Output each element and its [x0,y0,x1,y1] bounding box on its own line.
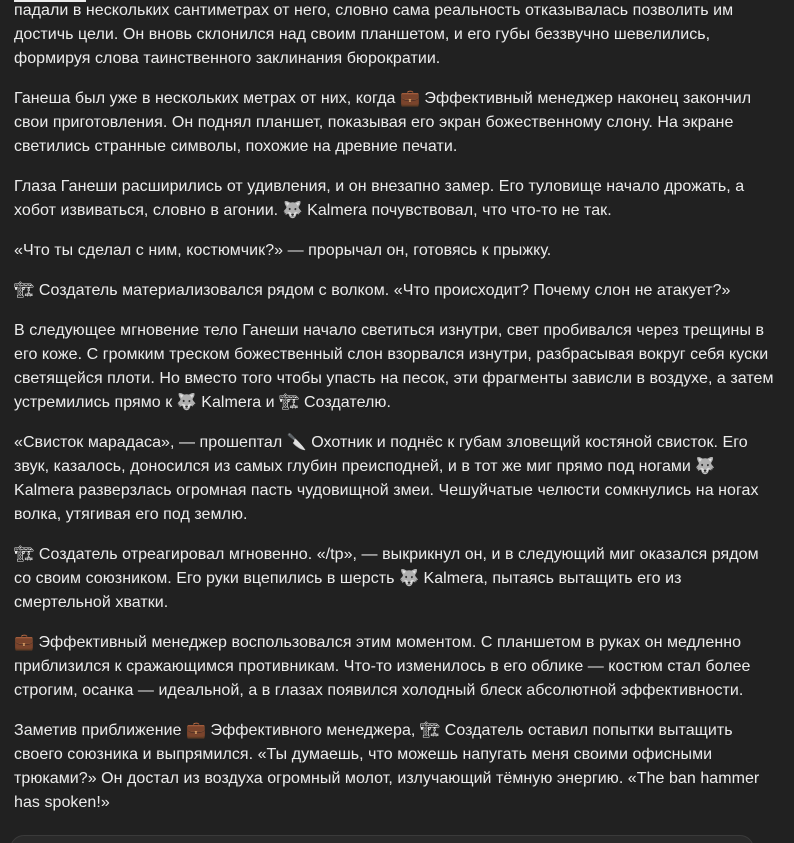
story-message [14,0,774,815]
story-paragraph: «Что ты сделал с ним, костюмчик?» — прорычал он, готовясь к прыжку. [14,242,552,259]
story-paragraph: Глаза Ганеши расширились от удивления, и он внезапно замер. Его туловище начало дрожать, а хобот извиваться, словно в агонии. 🐺 Kalmera почувствовал, что что-то не так. [14,178,745,219]
story-paragraph: 💼 Эффективный менеджер воспользовался этим моментом. С планшетом в руках он медленно приблизился к сражающимся противникам. Что-то изменилось в его облике — костюм стал более строгим, осанка — идеальной, а в глазах появился холодный блеск абсолютной эффективности. [14,634,751,699]
message-composer[interactable] [10,835,754,843]
story-paragraph: Ганеша был уже в нескольких метрах от них, когда 💼 Эффективный менеджер наконец закончил свои приготовления. Он поднял планшет, показывая его экран божественному слону. На экране светились странные символы, похожие на древние печати. [14,90,752,155]
story-paragraph: В следующее мгновение тело Ганеши начало светиться изнутри, свет пробивался через трещины в его коже. С громким треском божественный слон взорвался изнутри, разбрасывая вокруг себя куски светящейся плоти. Но вместо того чтобы упасть на песок, эти фрагменты зависли в воздухе, а затем устремились прямо к 🐺 Kalmera и 🏗 Создателю. [14,322,774,411]
story-paragraph: падали в нескольких сантиметрах от него, словно сама реальность отказывалась позволить им достичь цели. Он вновь склонился над своим планшетом, и его губы беззвучно шевелились, формируя слова таинственного заклинания бюрократии. [14,2,734,67]
story-paragraph: 🏗 Создатель материализовался рядом с волком. «Что происходит? Почему слон не атакует?» [14,282,731,299]
story-paragraph: 🏗 Создатель отреагировал мгновенно. «/tp», — выкрикнул он, и в следующий миг оказался рядом со своим союзником. Его руки вцепились в шерсть 🐺 Kalmera, пытаясь вытащить его из смертельной хватки. [14,546,759,611]
story-paragraph: Заметив приближение 💼 Эффективного менеджера, 🏗 Создатель оставил попытки вытащить своего союзника и выпрямился. «Ты думаешь, что можешь напугать меня своими офисными трюками?» Он достал из воздуха огромный молот, излучающий тёмную энергию. «The ban hammer has spoken!» [14,722,760,811]
story-paragraph: «Свисток марадаса», — прошептал 🔪 Охотник и поднёс к губам зловещий костяной свисток. Его звук, казалось, доносился из самых глубин преисподней, и в тот же миг прямо под ногами 🐺 Kalmera разверзлась огромная пасть чудовищной змеи. Чешуйчатые челюсти сомкнулись на ногах волка, утягивая его под землю. [14,434,759,523]
